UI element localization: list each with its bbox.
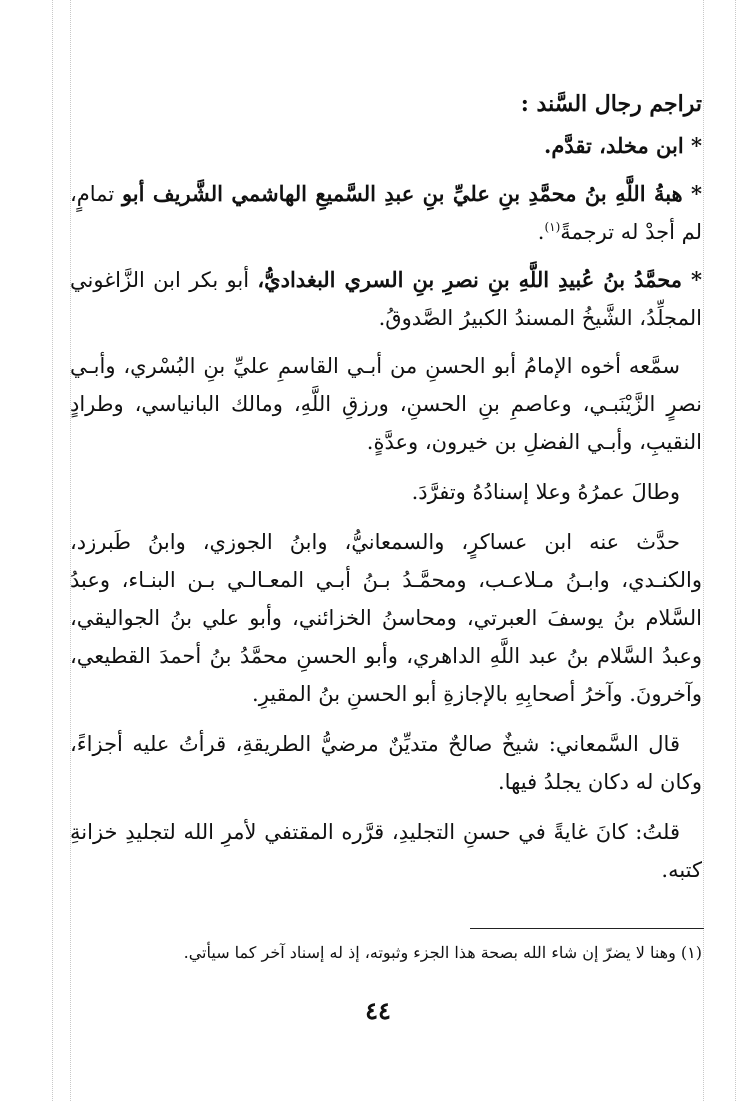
entry-lead: * هبةُ اللَّهِ بنُ محمَّدِ بنِ عليِّ بنِ عبدِ السَّميعِ الهاشمي الشَّريف أبو — [121, 181, 702, 206]
entry-text: تمامٍ، لم أجدْ له ترجمةً — [70, 182, 702, 244]
footnote-divider — [470, 928, 704, 929]
section-heading: تراجم رجال السَّند : — [520, 91, 702, 117]
paragraph: وطالَ عمرُهُ وعلا إسنادُهُ وتفرَّدَ. — [411, 480, 680, 504]
scan-line — [735, 0, 736, 1101]
footnote-marker[interactable]: (١) — [544, 220, 561, 234]
entry-hibatullah — [70, 175, 702, 251]
paragraph: حدَّث عنه ابن عساكرٍ، والسمعانيُّ، وابنُ الجوزي، وابنُ طَبرزد، والكنـدي، وابـنُ مـلاعـب، ومحمَّـدُ بـنُ أبـي المعـالـي بـن البنـاء، وعبدُ السَّلام بنُ يوسفَ العبرتي، ومحاسنُ الخزائني، وأبو علي بنُ الجواليقي، وعبدُ السَّلام بنُ عبد اللَّهِ الداهري، وأبو الحسنِ محمَّدُ بنُ أحمدَ القطيعي، وآخرونَ. وآخرُ أصحابِهِ بالإجازةِ أبو الحسنِ بنُ المقيرِ. — [70, 530, 702, 706]
entry-ibn-makhlad — [70, 127, 702, 165]
scan-line — [703, 0, 704, 1101]
entry-lead: * ابن مخلد، تقدَّم. — [544, 133, 702, 158]
page-number: ٤٤ — [365, 996, 391, 1025]
footnote: (١) وهنا لا يضرّ إن شاء الله بصحة هذا الجزء وثبوته، إذ له إسناد آخر كما سيأتي. — [183, 943, 702, 962]
page-body — [70, 85, 702, 901]
scan-line — [52, 0, 53, 1101]
entry-text: أبو بكر ابن الزَّاغوني المجلِّدُ، الشَّيخُ المسندُ الكبيرُ الصَّدوقُ. — [70, 268, 702, 330]
paragraph: قال السَّمعاني: شيخٌ صالحٌ متديِّنٌ مرضيُّ الطريقةِ، قرأتُ عليه أجزاءً، وكان له دكان يجلدُ فيها. — [70, 732, 702, 794]
entry-lead: * محمَّدُ بنُ عُبيدِ اللَّهِ بنِ نصرِ بنِ السري البغداديُّ، — [257, 267, 702, 292]
entry-tail: . — [537, 220, 545, 244]
entry-muhammad-zaghuni — [70, 261, 702, 337]
paragraph: سمَّعه أخوه الإمامُ أبو الحسنِ من أبـي القاسمِ عليِّ بنِ البُسْري، وأبـي نصرٍ الزَّيْنَبـي، وعاصمِ بنِ الحسنِ، ورزقِ اللَّهِ، ومالك البانياسي، وطرادٍ النقيبِ، وأبـي الفضلِ بن خيرون، وعدَّةٍ. — [70, 354, 702, 454]
paragraph: قلتُ: كانَ غايةً في حسنِ التجليدِ، قرَّره المقتفي لأمرِ الله لتجليدِ خزانةِ كتبه. — [70, 820, 702, 882]
